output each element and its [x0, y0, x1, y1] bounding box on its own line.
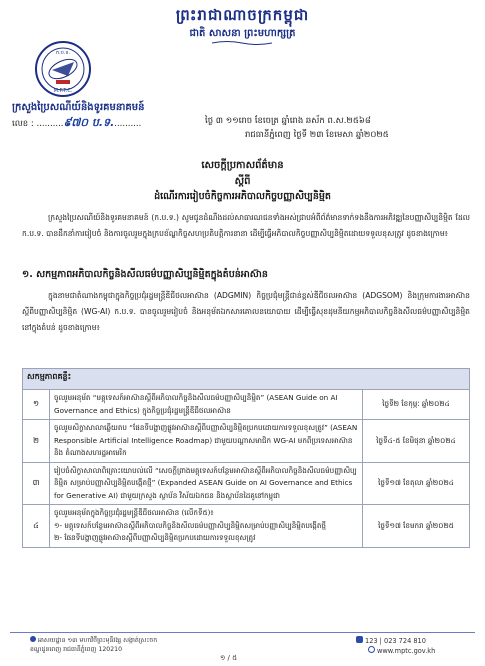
reference-label: លេខ : [12, 119, 34, 129]
logo-text-top: ក.ប.ទ. [55, 50, 71, 56]
row-text: ចូលរួមអនុម័តក្នុងកិច្ចប្រជុំរដ្ឋមន្ត្រីឌីជីថលអាស៊ាន (លើកទី៥)៖ ១- មគ្គុទេសក៍បន្ថែមអាស៊ានស្តីពីអភិបាលកិច្ចនិងសីលធម៌បញ្ញាសិប្បនិម្មិតសម្រាប់បញ្ញាសិប្បនិម្មិតបង្កើតថ្មី ២- ផែនទីបង្ហាញផ្លូវអាស៊ានស្តីពីបញ្ញាសិប្បនិម្មិតប្រកបដោយការទទួលខុសត្រូវ [50, 505, 363, 548]
section-1-paragraph: ក្នុងនាមជាតំណាងកម្ពុជាក្នុងកិច្ចប្រជុំរដ្ឋមន្ត្រីឌីជីថលអាស៊ាន (ADGMIN) កិច្ចប្រជុំមន្ត្រីជាន់ខ្ពស់ឌីជីថលអាស៊ាន (ADGSOM) និងក្រុមការងារអាស៊ានស្តីពីបញ្ញាសិប្បនិម្មិត (WG-AI) ក.ប.ទ. បានចូលរួមរៀបចំ និងអនុម័តឯកសារគោលនយោបាយ ដើម្បីធ្វើសុខដុមនីយកម្មអភិបាលកិច្ចនិងសីលធម៌បញ្ញាសិប្បនិម្មិតនៅក្នុងតំបន់ ដូចខាងក្រោម៖ [22, 291, 470, 332]
globe-icon [368, 646, 375, 653]
phone-icon [356, 636, 363, 643]
document-topic: ដំណើរការរៀបចំកិច្ចការអភិបាលកិច្ចបញ្ញាសិប្បនិម្មិត [154, 191, 331, 202]
footer-address-1 [30, 636, 157, 646]
footer-phone [356, 636, 426, 645]
reference-line: លេខ : ..........៩៧០ ប.ទ........... [12, 116, 142, 129]
footer-website[interactable] [368, 646, 435, 655]
table-header: សកម្មភាពគន្លឹះ [23, 369, 470, 390]
table-row [23, 505, 470, 548]
row-number: ១ [23, 390, 50, 420]
location-pin-icon [30, 636, 36, 642]
document-title: សេចក្តីប្រកាសព័ត៌មាន [201, 160, 284, 171]
reference-number: ៩៧០ ប.ទ. [63, 116, 115, 129]
row-number: ២ [23, 420, 50, 463]
lunar-date: ថ្ងៃ ៣ ១១រោច ខែចេត្រ ឆ្នាំរោង ឆស័ក ព.ស.២៥៦៨ [205, 116, 371, 126]
address-line-1: អាសយដ្ឋាន ១៣ មហាវិថីព្រះមុនីវង្ស សង្កាត់ស្រះចក [38, 637, 158, 644]
page-number: ១ / ៥ [220, 654, 238, 662]
intro-paragraph: ក្រសួងប្រៃសណីយ៍និងទូរគមនាគមន៍ (ក.ប.ទ.) សូមជូនដំណឹងដល់សាធារណជនទាំងអស់ជ្រាបអំពីព័ត៌មានទាក់ទងនឹងការអភិវឌ្ឍនៃបញ្ញាសិប្បនិម្មិត ដែល ក.ប.ទ. បានដឹកនាំការរៀបចំ និងការចូលរួមក្នុងក្របខ័ណ្ឌកិច្ចសហប្រតិបត្តិការនានា ដើម្បីធ្វើអភិបាលកិច្ចបញ្ញាសិប្បនិម្មិតដោយទទួលខុសត្រូវ ដូចខាងក្រោម៖ [22, 213, 470, 238]
row-number: ៤ [23, 505, 50, 548]
place-date: រាជធានីភ្នំពេញ ថ្ងៃទី ២៣ ខែមេសា ឆ្នាំ២០២៥ [245, 130, 389, 140]
key-activities-table [22, 368, 470, 548]
row-date: ថ្ងៃទី១៧ ខែមករា ឆ្នាំ២០២៥ [363, 505, 470, 548]
kingdom-title: ព្រះរាជាណាចក្រកម្ពុជា [175, 6, 310, 24]
document-subtitle: ស្តីពី [234, 176, 251, 187]
phone-number: 123 | 023 724 810 [365, 637, 426, 645]
footer-address-2: ខណ្ឌដូនពេញ រាជធានីភ្នំពេញ 120210 [30, 646, 123, 653]
section-1-heading: ១. សកម្មភាពអភិបាលកិច្ចនិងសីលធម៌បញ្ញាសិប្បនិម្មិតក្នុងតំបន់អាស៊ាន [22, 269, 268, 280]
footer-divider [10, 632, 475, 633]
row-text: ចូលរួមសិក្ខាសាលាឆ្លើយតប “ផែនទីបង្ហាញផ្លូវអាស៊ានស្តីពីបញ្ញាសិប្បនិម្មិតប្រកបដោយការទទួលខុសត្រូវ” (ASEAN Responsible Artificial Intelligence Roadmap) ជាមួយបណ្តាសមាជិក WG-AI មកពីប្រទេសអាស៊ាន និង តំណាងសហរដ្ឋអាមេរិក [50, 420, 363, 463]
row-date: ថ្ងៃទី១៧ ខែតុលា ឆ្នាំ២០២៤ [363, 462, 470, 505]
ministry-name: ក្រសួងប្រៃសណីយ៍និងទូរគមនាគមន៍ [12, 102, 145, 113]
table-row [23, 462, 470, 505]
ornament-divider [212, 40, 272, 46]
row-text: ចូលរួមអនុម័ត “មគ្គុទេសក៍អាស៊ានស្តីពីអភិបាលកិច្ចនិងសីលធម៌បញ្ញាសិប្បនិម្មិត” (ASEAN Guide on AI Governance and Ethics) ក្នុងកិច្ចប្រជុំរដ្ឋមន្ត្រីឌីជីថលអាស៊ាន [50, 390, 363, 420]
logo-text-bottom: M.P.T.C. [53, 88, 73, 94]
row-text: រៀបចំសិក្ខាសាលាពិគ្រោះយោបល់លើ “សេចក្តីព្រាងមគ្គុទេសក៍បន្ថែមអាស៊ានស្តីពីអភិបាលកិច្ចនិងសីលធម៌បញ្ញាសិប្បនិម្មិត សម្រាប់បញ្ញាសិប្បនិម្មិតបង្កើតថ្មី” (Expanded ASEAN Guide on AI Governance and Ethics for Generative AI) ជាមួយក្រសួង ស្ថាប័ន វិស័យឯកជន និងស្ថាប័នដៃគូនៅកម្ពុជា [50, 462, 363, 505]
row-date: ថ្ងៃទី៤-៥ ខែមិថុនា ឆ្នាំ២០២៤ [363, 420, 470, 463]
national-motto: ជាតិ សាសនា ព្រះមហាក្សត្រ [189, 28, 296, 39]
ministry-logo [34, 40, 92, 98]
row-date: ថ្ងៃទី២ ខែកុម្ភៈ ឆ្នាំ២០២៤ [363, 390, 470, 420]
row-number: ៣ [23, 462, 50, 505]
website-link[interactable]: www.mptc.gov.kh [377, 647, 436, 655]
table-row [23, 390, 470, 420]
table-row [23, 420, 470, 463]
